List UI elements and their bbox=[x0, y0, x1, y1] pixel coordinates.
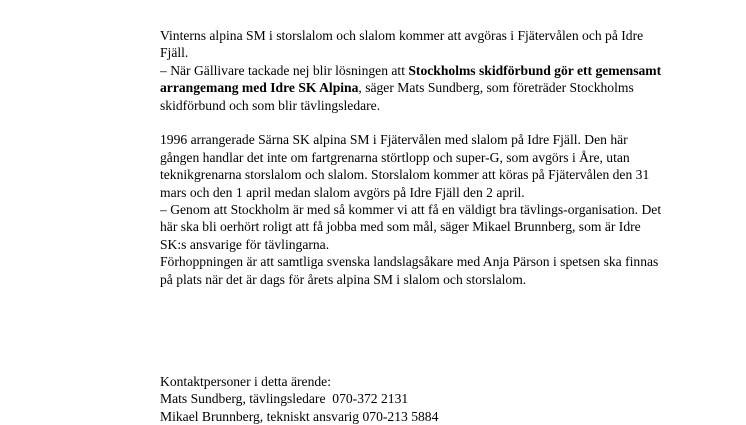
quote1-tail-text: , säger Mats Sundberg, som företräder Stockholms skidförbund och som blir tävlingsledare. bbox=[160, 80, 634, 113]
hope-paragraph: Förhoppningen är att samtliga svenska landslagsåkare med Anja Pärson i spetsen ska finnas på plats när det är dags för årets alpina SM i slalom och storslalom. bbox=[160, 254, 659, 287]
contact-block bbox=[160, 373, 660, 425]
quote-paragraph-2: – Genom att Stockholm är med så kommer vi att få en väldigt bra tävlings-organisation. Det här ska bli oerhört roligt att få jobba med som mål, säger Mikael Brunnberg, som är Idre SK:s ansvarige för tävlingarna. bbox=[160, 202, 662, 252]
quote1-bold-text: Stockholms skidförbund gör ett gemensamt arrangemang med Idre SK Alpina bbox=[160, 62, 662, 96]
contact-person-1: Mats Sundberg, tävlingsledare 070-372 2131 bbox=[160, 391, 409, 407]
contacts-heading: Kontaktpersoner i detta ärende: bbox=[160, 374, 331, 389]
quote1-text: – När Gällivare tackade nej blir lösningen att bbox=[160, 62, 409, 78]
article-body bbox=[160, 27, 670, 288]
paragraph-gap bbox=[160, 114, 670, 131]
contact-person-2: Mikael Brunnberg, tekniskt ansvarig 070-213 5884 bbox=[160, 408, 439, 424]
history-paragraph: 1996 arrangerade Särna SK alpina SM i Fjätervålen med slalom på Idre Fjäll. Den här gången handlar det inte om fartgrenarna störtlopp och super-G, som avgörs i Åre, utan teknikgrenarna storslalom och slalom. Storslalom kommer att köras på Fjätervålen den 31 mars och den 1 april medan slalom avgörs på Idre Fjäll den 2 april. bbox=[160, 132, 650, 200]
quote-paragraph-1 bbox=[160, 62, 670, 114]
intro-paragraph: Vinterns alpina SM i storslalom och slalom kommer att avgöras i Fjätervålen och på Idre Fjäll. bbox=[160, 28, 644, 61]
